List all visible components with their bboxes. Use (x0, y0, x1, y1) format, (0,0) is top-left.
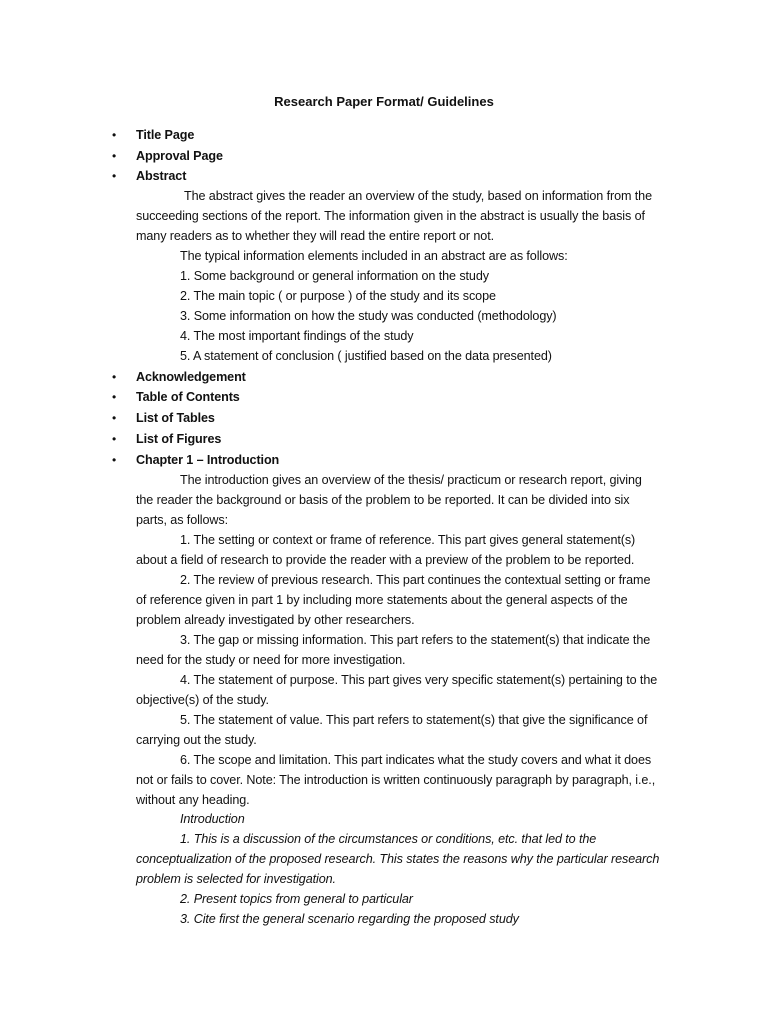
italic-text: conceptualization of the proposed research. This states the reasons why the particular research (136, 852, 660, 866)
list-item-acknowledgement: Acknowledgement (136, 370, 246, 384)
bullet-icon: • (112, 149, 117, 163)
introduction-part-1: 1. The setting or context or frame of reference. This part gives general statement(s) (180, 533, 636, 547)
abstract-intro: The typical information elements included in an abstract are as follows: (180, 249, 568, 263)
italic-text: 1. This is a discussion of the circumstances or conditions, etc. that led to the (180, 832, 597, 846)
bullet-icon: • (112, 453, 117, 467)
introduction-part-3: need for the study or need for more investigation. (136, 653, 406, 667)
introduction-part-6: without any heading. (136, 793, 250, 807)
list-item-list-of-tables: List of Tables (136, 411, 215, 425)
abstract-text: many readers as to whether they will read the entire report or not. (136, 229, 495, 243)
list-item-approval-page: Approval Page (136, 149, 223, 163)
italic-text: 3. Cite first the general scenario regarding the proposed study (180, 912, 519, 926)
abstract-text: The abstract gives the reader an overview of the study, based on information from the (184, 189, 652, 203)
introduction-part-4: objective(s) of the study. (136, 693, 269, 707)
introduction-part-5: 5. The statement of value. This part refers to statement(s) that give the significance of (180, 713, 648, 727)
list-item-title-page: Title Page (136, 128, 195, 142)
bullet-icon: • (112, 169, 117, 183)
introduction-part-3: 3. The gap or missing information. This part refers to the statement(s) that indicate the (180, 633, 651, 647)
abstract-list-item: 2. The main topic ( or purpose ) of the study and its scope (180, 289, 496, 303)
bullet-icon: • (112, 390, 117, 404)
introduction-part-2: problem already investigated by other researchers. (136, 613, 415, 627)
introduction-part-4: 4. The statement of purpose. This part gives very specific statement(s) pertaining to the (180, 673, 658, 687)
list-item-table-of-contents: Table of Contents (136, 390, 240, 404)
list-item-chapter-1: Chapter 1 – Introduction (136, 453, 280, 467)
bullet-icon: • (112, 432, 117, 446)
italic-text: problem is selected for investigation. (136, 872, 336, 886)
introduction-part-5: carrying out the study. (136, 733, 257, 747)
introduction-part-6: not or fails to cover. Note: The introduction is written continuously paragraph by paragraph, i.e., (136, 773, 656, 787)
introduction-part-2: of reference given in part 1 by including more statements about the general aspects of the (136, 593, 628, 607)
italic-text: 2. Present topics from general to particular (180, 892, 413, 906)
abstract-list-item: 5. A statement of conclusion ( justified based on the data presented) (180, 349, 552, 363)
bullet-icon: • (112, 128, 117, 142)
bullet-icon: • (112, 411, 117, 425)
abstract-text: succeeding sections of the report. The information given in the abstract is usually the basis of (136, 209, 645, 223)
abstract-list-item: 3. Some information on how the study was conducted (methodology) (180, 309, 557, 323)
list-item-abstract: Abstract (136, 169, 187, 183)
introduction-part-6: 6. The scope and limitation. This part indicates what the study covers and what it does (180, 753, 652, 767)
bullet-icon: • (112, 370, 117, 384)
abstract-list-item: 1. Some background or general information on the study (180, 269, 489, 283)
italic-heading: Introduction (180, 812, 245, 826)
introduction-text: parts, as follows: (136, 513, 228, 527)
introduction-part-1: about a field of research to provide the reader with a preview of the problem to be reported. (136, 553, 635, 567)
introduction-part-2: 2. The review of previous research. This part continues the contextual setting or frame (180, 573, 651, 587)
list-item-list-of-figures: List of Figures (136, 432, 222, 446)
introduction-text: The introduction gives an overview of the thesis/ practicum or research report, giving (180, 473, 642, 487)
introduction-text: the reader the background or basis of the problem to be reported. It can be divided into six (136, 493, 630, 507)
abstract-list-item: 4. The most important findings of the study (180, 329, 414, 343)
page-title: Research Paper Format/ Guidelines (274, 94, 494, 109)
